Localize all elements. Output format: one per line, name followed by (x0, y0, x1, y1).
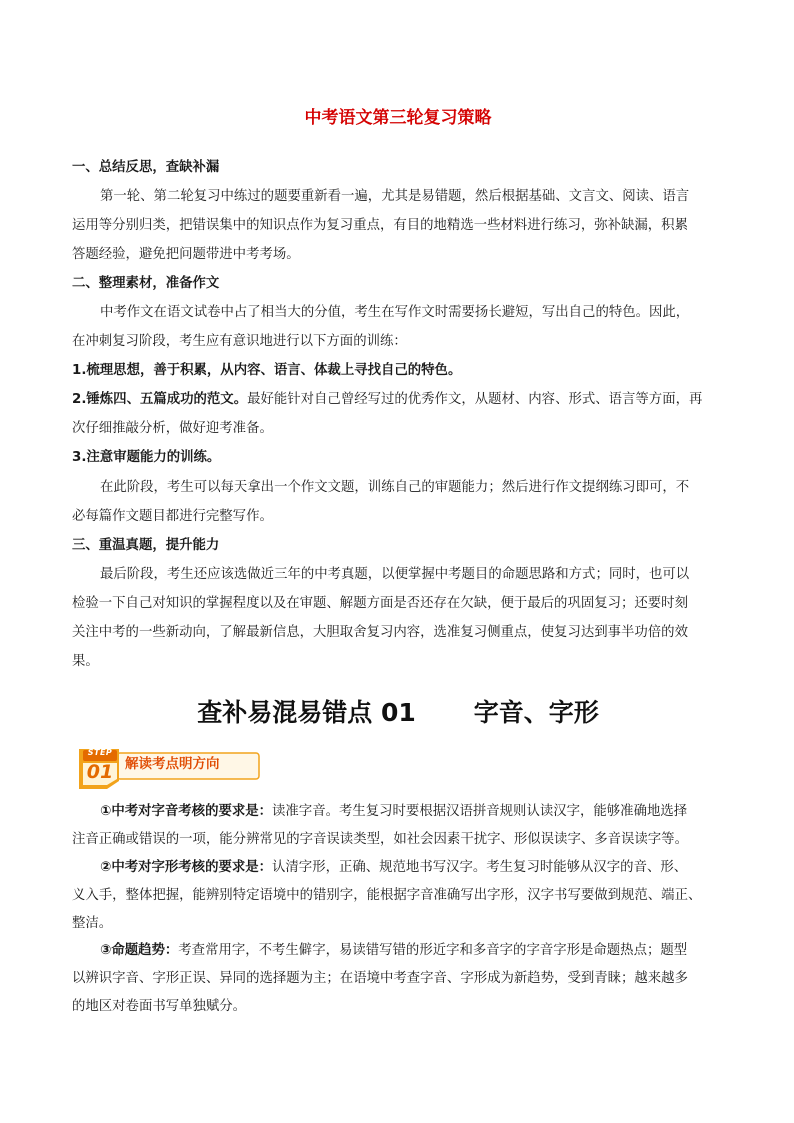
step-title: 解读考点明方向 (125, 756, 220, 772)
paragraph-line: 以辨识字音、字形正误、异同的选择题为主；在语境中考查字音、字形成为新趋势，受到青睐；越来越多 (72, 971, 688, 986)
paragraph-line: 果。 (72, 654, 99, 669)
paragraph-line: 答题经验，避免把问题带进中考考场。 (72, 247, 300, 262)
requirement-1 (72, 802, 752, 822)
paragraph-line: 关注中考的一些新动向，了解最新信息，大胆取舍复习内容，选准复习侧重点，使复习达到事半功倍的效 (72, 625, 688, 640)
list-item-2-bold: 2.锤炼四、五篇成功的范文。 (72, 392, 248, 407)
step-label: STEP (87, 748, 113, 757)
list-item-2 (72, 390, 724, 410)
paragraph-line: 的地区对卷面书写单独赋分。 (72, 999, 247, 1014)
requirement-1-label: ①中考对字音考核的要求是： (100, 804, 273, 819)
list-item-1: 1.梳理思想，善于积累，从内容、语言、体裁上寻找自己的特色。 (72, 363, 462, 378)
paragraph-line: 第一轮、第二轮复习中练过的题要重新看一遍，尤其是易错题，然后根据基础、文言文、阅读、语言 (100, 189, 690, 204)
requirement-2 (72, 858, 752, 878)
section-heading-1: 一、总结反思，查缺补漏 (72, 160, 220, 175)
document-title: 中考语文第三轮复习策略 (304, 108, 492, 128)
list-item-3: 3.注意审题能力的训练。 (72, 450, 221, 465)
section-title-left: 查补易混易错点 01 (197, 698, 416, 727)
step-number: 01 (86, 761, 114, 783)
section-title (72, 696, 724, 730)
section-title-right: 字音、字形 (473, 698, 599, 727)
list-item-2-text: 最好能针对自己曾经写过的优秀作文，从题材、内容、形式、语言等方面，再 (247, 392, 703, 407)
step-badge (77, 747, 267, 791)
paragraph-line: 最后阶段，考生还应该选做近三年的中考真题，以便掌握中考题目的命题思路和方式；同时，也可以 (100, 567, 690, 582)
section-heading-3: 三、重温真题，提升能力 (72, 538, 220, 553)
paragraph-line: 必每篇作文题目都进行完整写作。 (72, 509, 273, 524)
paragraph-line: 注音正确或错误的一项，能分辨常见的字音误读类型，如社会因素干扰字、形似误读字、多音误读字等。 (72, 832, 688, 847)
paragraph-line: 整洁。 (72, 916, 113, 931)
requirement-1-text: 读准字音。考生复习时要根据汉语拼音规则认读汉字，能够准确地选择 (272, 804, 688, 819)
paragraph-line: 在此阶段，考生可以每天拿出一个作文文题，训练自己的审题能力；然后进行作文提纲练习即可，不 (100, 480, 690, 495)
paragraph-line: 义入手，整体把握，能辨别特定语境中的错别字，能根据字音准确写出字形，汉字书写要做到规范、端正、 (72, 888, 702, 903)
paragraph-line: 检验一下自己对知识的掌握程度以及在审题、解题方面是否还存在欠缺，便于最后的巩固复习；还要时刻 (72, 596, 688, 611)
paragraph-line: 运用等分别归类，把错误集中的知识点作为复习重点，有目的地精选一些材料进行练习，弥补缺漏，积累 (72, 218, 688, 233)
requirement-2-label: ②中考对字形考核的要求是： (100, 860, 273, 875)
requirement-3-text: 考查常用字，不考生僻字，易读错写错的形近字和多音字的字音字形是命题热点；题型 (178, 943, 688, 958)
paragraph-line: 在冲刺复习阶段，考生应有意识地进行以下方面的训练： (72, 334, 407, 349)
paragraph-line: 中考作文在语文试卷中占了相当大的分值，考生在写作文时需要扬长避短，写出自己的特色。因此， (100, 305, 690, 320)
section-heading-2: 二、整理素材，准备作文 (72, 276, 220, 291)
requirement-3 (72, 941, 752, 961)
requirement-3-label: ③命题趋势： (100, 943, 179, 958)
requirement-2-text: 认清字形，正确、规范地书写汉字。考生复习时能够从汉字的音、形、 (272, 860, 688, 875)
paragraph-line: 次仔细推敲分析，做好迎考准备。 (72, 421, 273, 436)
